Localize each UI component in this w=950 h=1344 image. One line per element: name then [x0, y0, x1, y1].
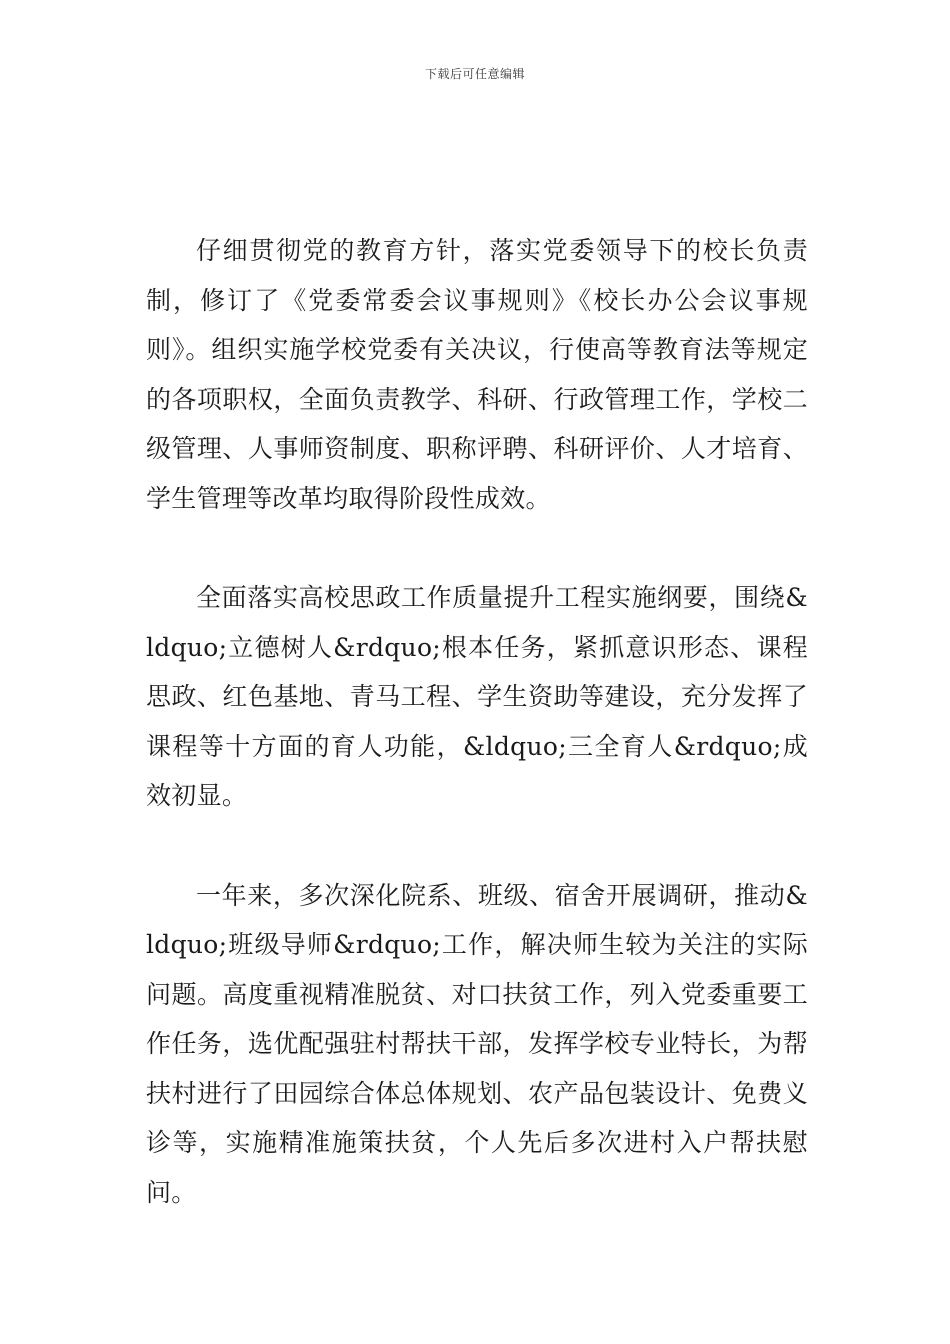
paragraph-3: 一年来，多次深化院系、班级、宿舍开展调研，推动&ldquo;班级导师&rdquo;工作，解决师生较为关注的实际问题。高度重视精准脱贫、对口扶贫工作，列入党委重要工作任务，选优配强驻村帮扶干部，发挥学校专业特长，为帮扶村进行了田园综合体总体规划、农产品包装设计、免费义诊等，实施精准施策扶贫，个人先后多次进村入户帮扶慰问。	[146, 880, 808, 1207]
document-body	[146, 226, 808, 1217]
paragraph-2: 全面落实高校思政工作质量提升工程实施纲要，围绕&ldquo;立德树人&rdquo;根本任务，紧抓意识形态、课程思政、红色基地、青马工程、学生资助等建设，充分发挥了课程等十方面的育人功能，&ldquo;三全育人&rdquo;成效初显。	[146, 583, 808, 810]
header-note: 下载后可任意编辑	[424, 67, 525, 81]
paragraph-1: 仔细贯彻党的教育方针，落实党委领导下的校长负责制，修订了《党委常委会议事规则》《校长办公会议事规则》。组织实施学校党委有关决议，行使高等教育法等规定的各项职权，全面负责教学、科研、行政管理工作，学校二级管理、人事师资制度、职称评聘、科研评价、人才培育、学生管理等改革均取得阶段性成效。	[146, 236, 808, 513]
